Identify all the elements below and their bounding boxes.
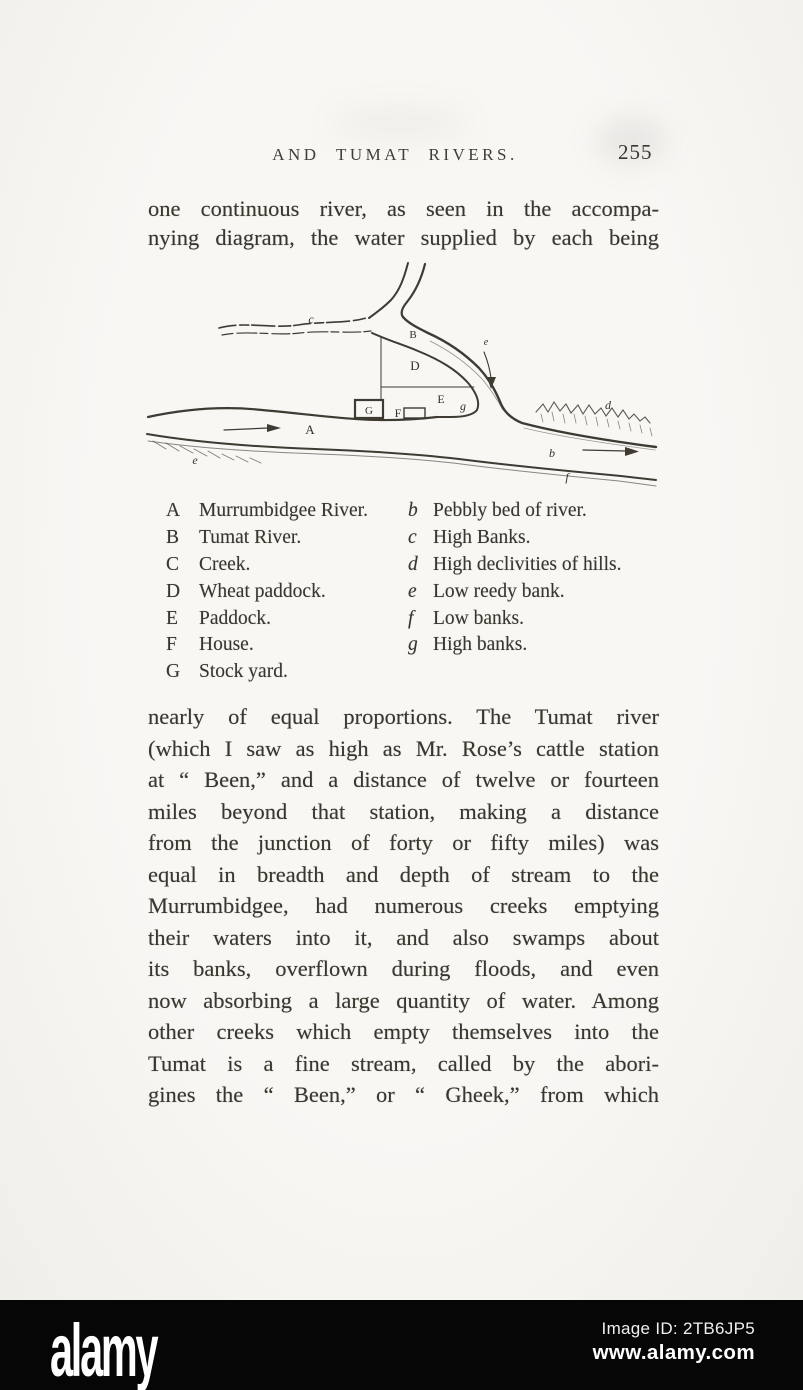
legend-label: Paddock. — [199, 607, 272, 629]
legend-label: Low reedy bank. — [433, 580, 565, 602]
text-line: nying diagram, the water supplied by each being — [148, 225, 659, 250]
diagram-label-E: E — [437, 392, 445, 406]
legend-label: Murrumbidgee River. — [199, 500, 368, 521]
shading-line — [430, 341, 503, 410]
legend-label: House. — [199, 634, 254, 656]
legend-item — [408, 632, 621, 659]
diagram-label-e: e — [192, 453, 198, 467]
legend-item — [408, 525, 621, 552]
alamy-logo: alamy — [50, 1309, 157, 1390]
legend-label: High banks. — [433, 634, 528, 656]
legend-key: A — [166, 500, 181, 521]
flow-arrowhead-tumat — [487, 377, 496, 389]
legend-item — [166, 579, 368, 606]
legend-key: E — [166, 607, 178, 629]
legend-label: Tumat River. — [199, 526, 302, 548]
page-number: 255 — [618, 140, 653, 164]
diagram-letter-labels — [192, 312, 612, 484]
bank-hatching — [153, 441, 261, 463]
tumat-outer-bank — [403, 317, 656, 447]
flow-arrow-tumat — [484, 352, 491, 378]
tumat-inner-bank — [372, 333, 478, 417]
image-id-text: Image ID: 2TB6JP5 — [601, 1319, 755, 1338]
creek-line-2 — [222, 331, 371, 335]
text-line: miles beyond that station, making a distance — [148, 798, 659, 824]
legend-label: Low banks. — [433, 607, 524, 629]
diagram-label-G: G — [365, 405, 373, 417]
text-line: from the junction of forty or fifty miles) was — [148, 830, 659, 855]
house-box — [404, 408, 425, 418]
legend-key: e — [408, 580, 417, 602]
legend-label: Pebbly bed of river. — [433, 500, 587, 521]
legend-key: C — [166, 553, 180, 575]
legend-key: G — [166, 661, 181, 683]
stock-yard-box — [355, 400, 383, 418]
legend-item — [166, 552, 368, 579]
legend-item — [408, 552, 621, 579]
legend-key: B — [166, 526, 180, 548]
diagram-label-F: F — [394, 406, 402, 420]
diagram-label-f: f — [565, 470, 569, 484]
legend-item — [166, 498, 368, 525]
legend-key: f — [408, 607, 414, 629]
legend-key: d — [408, 553, 418, 575]
engraving-strokes — [147, 263, 656, 486]
legend-item — [166, 525, 368, 552]
flow-arrow-west — [224, 428, 268, 430]
flow-arrowhead-west — [267, 424, 281, 432]
legend-item — [408, 498, 621, 525]
creek-line — [219, 318, 366, 328]
legend-key: D — [166, 580, 181, 602]
legend-label: Creek. — [199, 553, 251, 575]
legend-label: Stock yard. — [199, 661, 288, 683]
text-line: Murrumbidgee, had numerous creeks emptying — [148, 893, 659, 918]
text-line: now absorbing a large quantity of water. Among — [148, 987, 659, 1013]
diagram-label-b: b — [549, 446, 555, 460]
text-line: other creeks which empty themselves into the — [148, 1019, 659, 1044]
text-line: (which I saw as high as Mr. Rose’s cattle station — [148, 735, 659, 761]
text-line: equal in breadth and depth of stream to the — [148, 861, 659, 887]
legend-item — [408, 579, 621, 606]
diagram-label-A: A — [305, 422, 315, 437]
legend-column-left — [166, 498, 368, 686]
hills-jagged-line — [536, 402, 650, 423]
legend-key: g — [408, 634, 418, 656]
text-line: at “ Been,” and a distance of twelve or fourteen — [148, 767, 659, 792]
diagram-label-c: c — [308, 312, 314, 326]
alamy-url-text: www.alamy.com — [592, 1341, 755, 1364]
flow-arrow-east — [583, 450, 626, 451]
hills-hatching — [541, 412, 652, 436]
legend-item — [166, 659, 368, 686]
legend-label: High declivities of hills. — [433, 553, 622, 575]
legend-key: F — [166, 634, 177, 656]
body-paragraph — [148, 701, 659, 1111]
running-head: AND TUMAT RIVERS. — [272, 145, 518, 164]
legend-label: High Banks. — [433, 526, 531, 548]
shading-line — [524, 428, 655, 450]
diagram-label-B: B — [409, 329, 417, 341]
diagram-label-e: e — [483, 337, 489, 348]
diagram-label-d: d — [605, 398, 611, 412]
flow-arrowhead-east — [625, 447, 639, 456]
scan-smudge — [330, 108, 470, 138]
text-line: one continuous river, as seen in the accompa- — [148, 196, 659, 221]
legend-column-right — [408, 498, 621, 659]
text-line: their waters into it, and also swamps about — [148, 924, 659, 950]
legend-key: c — [408, 526, 417, 548]
main-bottom-bank — [147, 434, 656, 480]
watermark-meta — [593, 1318, 755, 1366]
diagram-label-D: D — [410, 358, 420, 373]
tumat-right-bank — [402, 264, 425, 317]
text-line: gines the “ Been,” or “ Gheek,” from which — [148, 1082, 659, 1107]
tumat-left-bank — [369, 263, 408, 318]
text-line: Tumat is a fine stream, called by the abori- — [148, 1050, 659, 1076]
alamy-watermark-bar — [0, 1300, 803, 1390]
text-line: nearly of equal proportions. The Tumat river — [148, 704, 659, 729]
legend-key: b — [408, 500, 418, 521]
legend-item — [166, 606, 368, 633]
legend-item — [408, 606, 621, 633]
text-line: its banks, overflown during floods, and even — [148, 956, 659, 981]
main-bottom-bank-2 — [148, 441, 656, 486]
intro-paragraph — [148, 194, 659, 252]
legend-label: Wheat paddock. — [199, 580, 326, 602]
diagram-label-g: g — [460, 399, 466, 413]
legend-item — [166, 632, 368, 659]
main-top-bank — [148, 408, 437, 420]
